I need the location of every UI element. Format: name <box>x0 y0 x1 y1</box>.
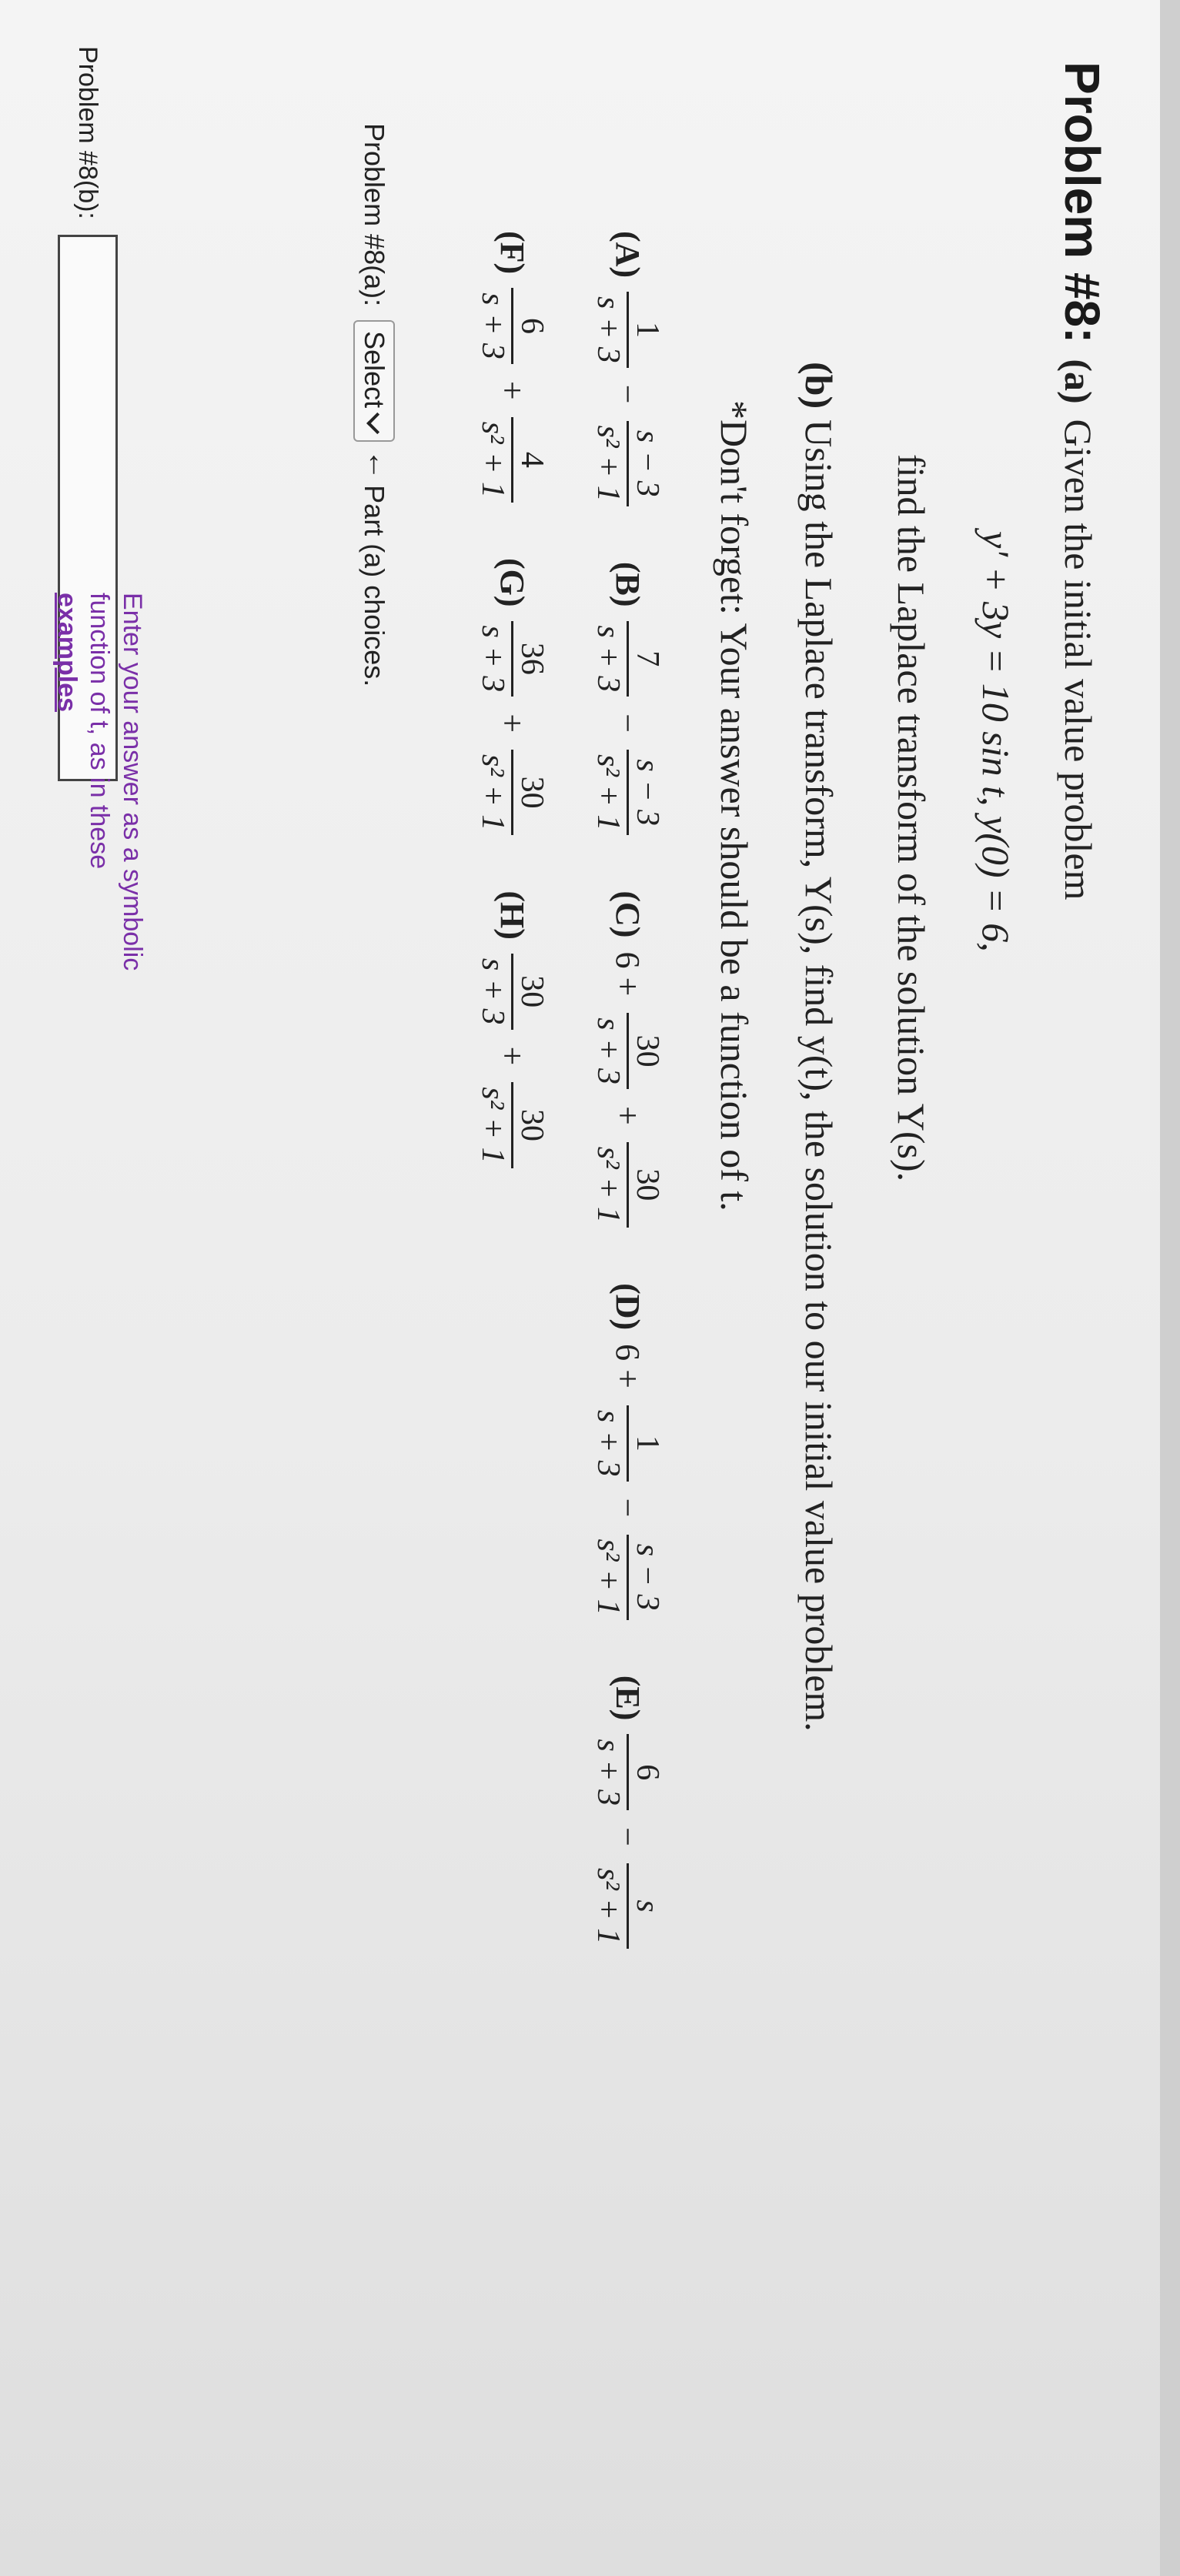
fraction <box>591 1734 664 1810</box>
choice-label: (E) <box>608 1675 647 1721</box>
denominator: s² + 1 <box>591 750 629 835</box>
denominator: s² + 1 <box>591 1863 629 1949</box>
denominator: s + 3 <box>476 954 513 1030</box>
problem-title: Problem #8: <box>1055 62 1110 344</box>
denominator: s + 3 <box>476 621 513 697</box>
numerator: s <box>630 1899 665 1913</box>
choice-label: (B) <box>608 561 647 607</box>
choice-label: (D) <box>608 1283 647 1331</box>
fraction <box>591 1863 664 1949</box>
examples-link[interactable]: examples <box>52 593 82 712</box>
operator: + <box>493 713 531 733</box>
operator: + <box>493 380 531 400</box>
denominator: s + 3 <box>591 621 629 697</box>
reminder-text: *Don't forget: Your answer should be a function of t. <box>713 400 756 1211</box>
numerator: s − 3 <box>630 759 665 827</box>
part-a-label: (a) <box>1057 359 1100 404</box>
numerator: 30 <box>630 1034 665 1067</box>
numerator: s − 3 <box>630 429 665 497</box>
part-a-select[interactable] <box>353 320 395 442</box>
numerator: 30 <box>514 776 550 809</box>
answer-b-label: Problem #8(b): <box>73 46 103 219</box>
denominator: s² + 1 <box>591 1535 629 1620</box>
fraction <box>591 292 664 368</box>
denominator: s + 3 <box>476 288 513 364</box>
denominator: s² + 1 <box>476 750 513 835</box>
numerator: 30 <box>514 1109 550 1141</box>
choices-row-1 <box>591 231 664 1952</box>
denominator: s + 3 <box>591 1013 629 1089</box>
answer-a-row <box>353 123 395 687</box>
fraction <box>591 421 664 506</box>
denominator: s² + 1 <box>476 417 513 503</box>
answer-a-label: Problem #8(a): <box>359 123 390 307</box>
part-a-intro: Given the initial value problem <box>1057 419 1100 900</box>
find-laplace-text: find the Laplace transform of the solution Y(s). <box>890 454 933 1182</box>
part-b-text: Using the Laplace transform, Y(s), find y(t), the solution to our initial value problem. <box>797 419 841 1732</box>
choice-label: (C) <box>608 890 647 938</box>
denominator: s + 3 <box>591 292 629 368</box>
fraction <box>591 621 664 697</box>
choice-label: (G) <box>493 557 531 607</box>
fraction <box>591 1142 664 1228</box>
numerator: 6 <box>514 318 550 335</box>
fraction <box>591 750 664 835</box>
choice-label: (H) <box>493 890 531 940</box>
page-edge <box>1160 0 1180 2576</box>
part-a-choices-hint: Part (a) choices. <box>359 485 390 687</box>
chevron-down-icon <box>366 413 388 434</box>
operator: − <box>608 1498 647 1518</box>
operator: − <box>608 384 647 404</box>
operator: + <box>493 1046 531 1066</box>
operator: − <box>608 1827 647 1846</box>
answer-hint <box>51 593 149 971</box>
part-b-line <box>797 362 841 1732</box>
arrow-up-icon: ↑ <box>366 446 382 480</box>
ivp-equation: y′ + 3y = 10 sin t, y(0) = 6, <box>974 531 1018 952</box>
numerator: 6 <box>630 1764 665 1781</box>
numerator: 4 <box>514 451 550 468</box>
denominator: s + 3 <box>591 1405 629 1482</box>
part-b-label: (b) <box>797 362 841 409</box>
fraction <box>476 750 549 835</box>
fraction <box>476 621 549 697</box>
hint-line-1: Enter your answer as a symbolic <box>118 593 147 971</box>
numerator: 7 <box>630 650 665 667</box>
select-label: Select <box>359 331 390 409</box>
problem-header <box>1054 62 1111 900</box>
fraction <box>591 1405 664 1482</box>
denominator: s² + 1 <box>591 421 629 506</box>
fraction <box>591 1535 664 1620</box>
numerator: 36 <box>514 642 550 675</box>
fraction <box>476 417 549 503</box>
fraction <box>476 288 549 364</box>
choice-label: (F) <box>493 231 531 275</box>
operator: − <box>608 713 647 733</box>
denominator: s² + 1 <box>476 1082 513 1168</box>
fraction <box>476 954 549 1030</box>
choice-prefix: 6 + <box>608 951 647 997</box>
numerator: 30 <box>514 975 550 1008</box>
choice-label: (A) <box>608 231 647 279</box>
hint-line-2: function of t, as in these <box>85 593 115 870</box>
fraction <box>591 1013 664 1089</box>
numerator: 1 <box>630 321 665 338</box>
denominator: s + 3 <box>591 1734 629 1810</box>
fraction <box>476 1082 549 1168</box>
choices-row-2 <box>476 231 549 1171</box>
numerator: s − 3 <box>630 1543 665 1611</box>
denominator: s² + 1 <box>591 1142 629 1228</box>
numerator: 1 <box>630 1435 665 1452</box>
numerator: 30 <box>630 1168 665 1201</box>
choice-prefix: 6 + <box>608 1344 647 1388</box>
operator: + <box>608 1105 647 1125</box>
